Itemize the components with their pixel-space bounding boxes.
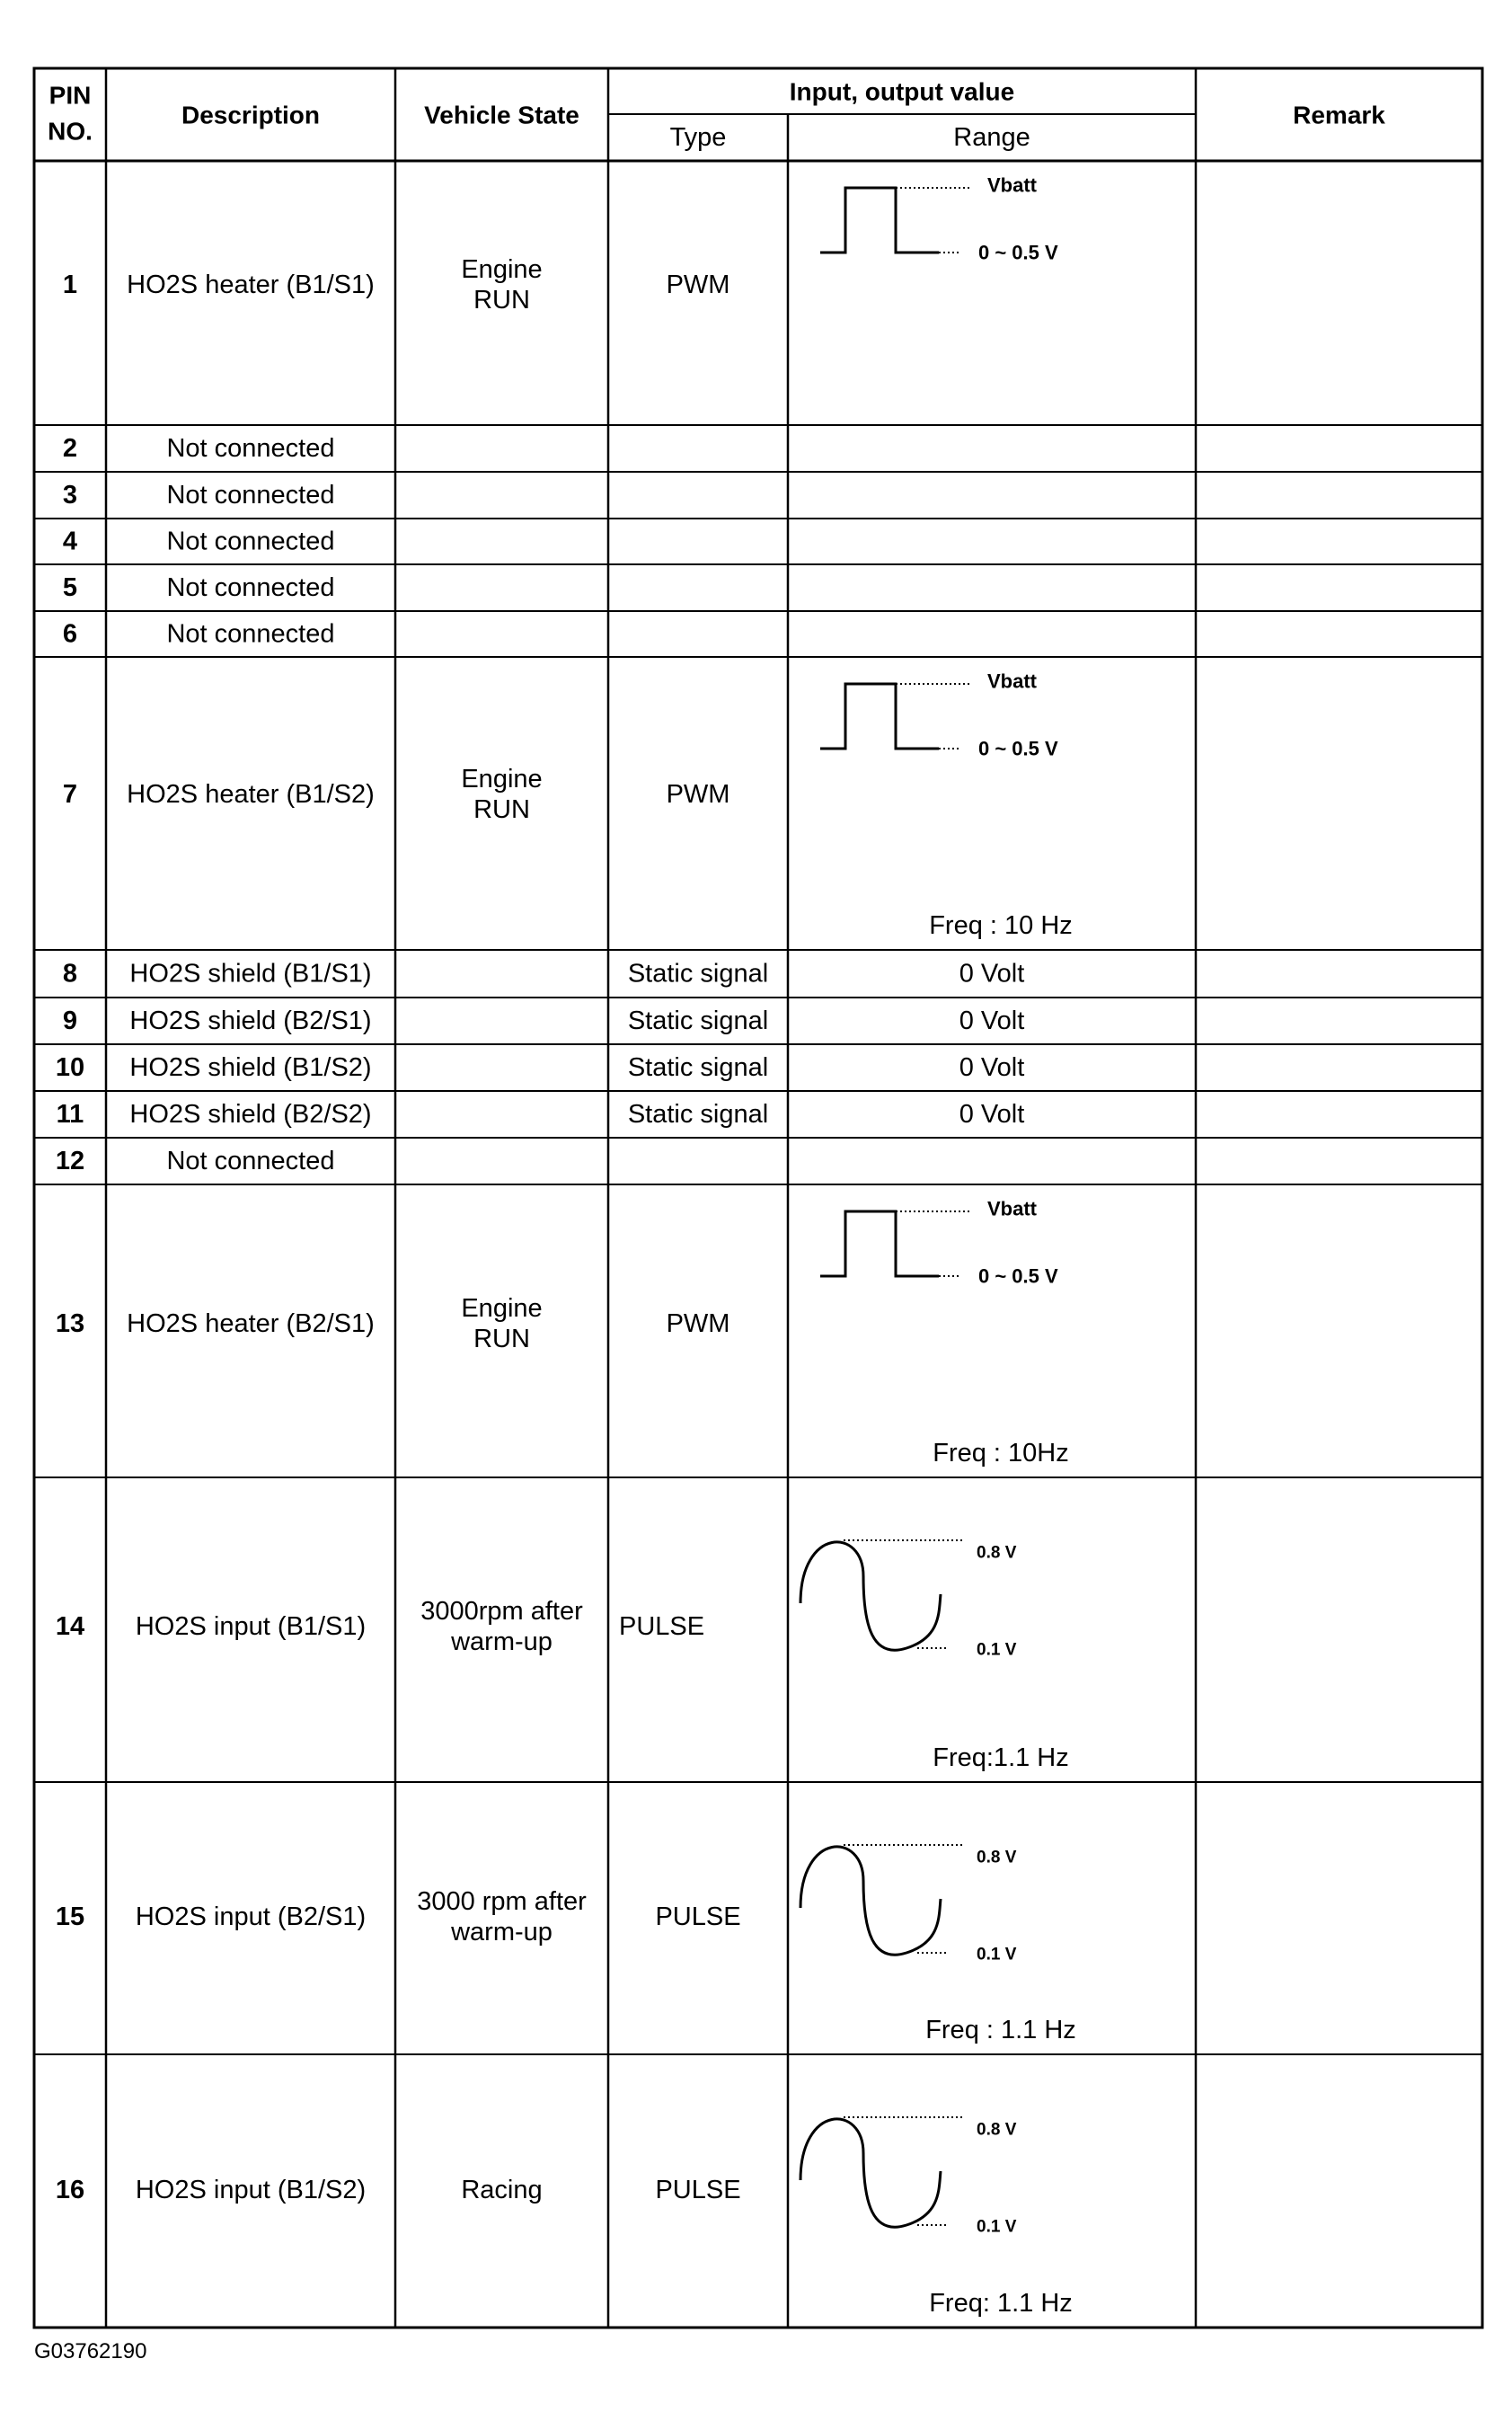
pin-description: Not connected	[166, 434, 335, 463]
low-level-label: 0.1 V	[977, 1945, 1017, 1964]
pin-description: Not connected	[166, 619, 335, 649]
pin-description: Not connected	[166, 481, 335, 510]
pin-description: HO2S shield (B1/S2)	[129, 1053, 372, 1082]
pin-number: 1	[62, 270, 78, 299]
pin-number: 13	[55, 1309, 85, 1338]
pin-number: 9	[62, 1007, 78, 1035]
header-pin-line1: PIN	[49, 81, 92, 110]
pin-description: HO2S input (B1/S1)	[135, 1612, 367, 1641]
vehicle-state-line1: 3000 rpm after	[417, 1887, 587, 1916]
pin-description: HO2S heater (B1/S2)	[127, 780, 375, 809]
frequency-label: Freq:1.1 Hz	[933, 1743, 1069, 1772]
frequency-label: Freq : 10Hz	[933, 1439, 1069, 1468]
high-level-label: Vbatt	[987, 173, 1037, 197]
signal-type: Static signal	[627, 1053, 769, 1082]
high-level-label: 0.8 V	[977, 2120, 1017, 2140]
vehicle-state: Racing	[461, 2176, 543, 2204]
pin-description: HO2S input (B1/S2)	[135, 2176, 367, 2204]
high-level-label: 0.8 V	[977, 1543, 1017, 1563]
pin-description: HO2S shield (B2/S2)	[129, 1100, 372, 1129]
signal-type: PULSE	[619, 1612, 705, 1641]
header-type: Type	[669, 123, 727, 152]
high-level-label: Vbatt	[987, 1197, 1037, 1220]
pin-description: Not connected	[166, 573, 335, 602]
high-level-label: Vbatt	[987, 670, 1037, 693]
header-range: Range	[953, 123, 1030, 152]
signal-range: 0 Volt	[959, 1007, 1025, 1035]
pin-number: 5	[62, 573, 78, 602]
vehicle-state-line1: Engine	[461, 1294, 543, 1323]
header-description: Description	[181, 101, 321, 129]
high-level-label: 0.8 V	[977, 1848, 1017, 1867]
pin-number: 4	[62, 527, 78, 556]
vehicle-state-line2: RUN	[473, 795, 530, 824]
pin-number: 10	[55, 1053, 85, 1082]
pin-number: 14	[55, 1612, 85, 1641]
signal-type: Static signal	[627, 1007, 769, 1035]
signal-range: 0 Volt	[959, 1053, 1025, 1082]
signal-type: PWM	[666, 270, 730, 299]
pin-description: Not connected	[166, 527, 335, 556]
vehicle-state-line2: RUN	[473, 1325, 530, 1353]
header-pin-line2: NO.	[48, 117, 93, 146]
header-vehicle-state: Vehicle State	[424, 101, 579, 129]
vehicle-state-line2: RUN	[473, 286, 530, 315]
vehicle-state-line1: 3000rpm after	[420, 1597, 583, 1626]
pin-number: 8	[62, 959, 78, 989]
pin-description: HO2S input (B2/S1)	[135, 1902, 367, 1931]
pin-description: HO2S shield (B1/S1)	[129, 959, 372, 989]
signal-range: 0 Volt	[959, 1100, 1025, 1129]
pin-description: HO2S shield (B2/S1)	[129, 1007, 372, 1035]
signal-type: PULSE	[655, 2176, 741, 2204]
pin-number: 7	[62, 780, 78, 809]
pin-number: 2	[62, 434, 78, 463]
pin-number: 11	[56, 1100, 84, 1129]
pin-number: 16	[55, 2176, 85, 2204]
signal-range: 0 Volt	[959, 959, 1025, 989]
vehicle-state-line2: warm-up	[451, 1918, 553, 1947]
low-level-label: 0 ~ 0.5 V	[978, 737, 1058, 760]
signal-type: PWM	[666, 780, 730, 809]
signal-type: Static signal	[627, 959, 769, 989]
pin-number: 6	[62, 619, 78, 649]
figure-id: G03762190	[34, 2339, 147, 2363]
signal-type: PWM	[666, 1309, 730, 1338]
header-remark: Remark	[1293, 101, 1385, 129]
low-level-label: 0.1 V	[977, 1640, 1017, 1660]
signal-type: PULSE	[655, 1902, 741, 1931]
vehicle-state-line1: Engine	[461, 255, 543, 284]
low-level-label: 0 ~ 0.5 V	[978, 1264, 1058, 1288]
pin-description: Not connected	[166, 1147, 335, 1175]
frequency-label: Freq : 10 Hz	[929, 911, 1073, 940]
pin-description: HO2S heater (B2/S1)	[127, 1309, 375, 1338]
pin-number: 3	[62, 481, 78, 510]
low-level-label: 0 ~ 0.5 V	[978, 241, 1058, 264]
frequency-label: Freq : 1.1 Hz	[925, 2016, 1076, 2044]
frequency-label: Freq: 1.1 Hz	[929, 2289, 1073, 2318]
vehicle-state-line1: Engine	[461, 765, 543, 794]
header-io-value: Input, output value	[789, 77, 1015, 106]
pin-number: 12	[55, 1147, 85, 1175]
pin-number: 15	[55, 1902, 85, 1931]
pin-description: HO2S heater (B1/S1)	[127, 270, 375, 299]
vehicle-state-line2: warm-up	[451, 1627, 553, 1656]
signal-type: Static signal	[627, 1100, 769, 1129]
low-level-label: 0.1 V	[977, 2217, 1017, 2237]
